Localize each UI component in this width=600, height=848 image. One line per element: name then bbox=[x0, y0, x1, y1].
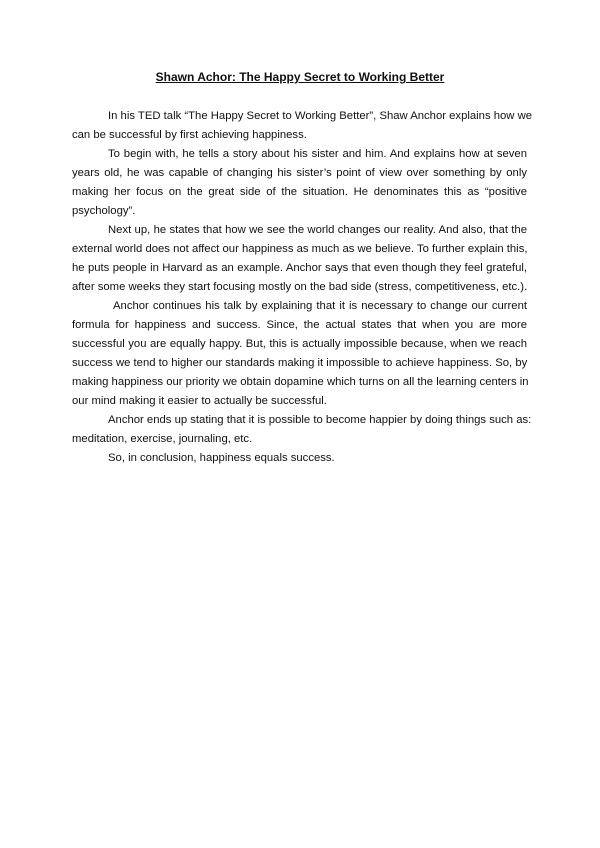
paragraph-line: our mind making it easier to actually be successful. bbox=[72, 395, 327, 407]
paragraph-line: success we tend to higher our standards making it impossible to achieve happiness. So, by bbox=[72, 357, 528, 369]
paragraph-line: successful you are equally happy. But, this is actually impossible because, when we reach bbox=[72, 338, 527, 350]
paragraph bbox=[72, 107, 533, 145]
paragraph bbox=[72, 145, 527, 221]
paragraph-line: Next up, he states that how we see the world changes our reality. And also, that the bbox=[108, 224, 527, 236]
paragraph-line: making her focus on the great side of the situation. He denominates this as “positive bbox=[72, 186, 527, 198]
paragraph-line: formula for happiness and success. Since, the actual states that when you are more bbox=[72, 319, 527, 331]
paragraph-line: psychology”. bbox=[72, 205, 136, 217]
document-title: Shawn Achor: The Happy Secret to Working Better bbox=[155, 70, 445, 84]
paragraph-line: can be successful by first achieving happiness. bbox=[72, 129, 307, 141]
paragraph-line: meditation, exercise, journaling, etc. bbox=[72, 433, 253, 445]
paragraph-line: To begin with, he tells a story about his sister and him. And explains how at seven bbox=[108, 148, 527, 160]
paragraph-line: Anchor ends up stating that it is possible to become happier by doing things such as: bbox=[108, 414, 532, 426]
paragraph-line: external world does not affect our happiness as much as we believe. To further explain this, bbox=[72, 243, 528, 255]
paragraph-line: he puts people in Harvard as an example. Anchor says that even though they feel grateful, bbox=[72, 262, 527, 274]
paragraph-line: Anchor continues his talk by explaining that it is necessary to change our current bbox=[113, 300, 527, 312]
document-title-container bbox=[0, 70, 600, 84]
paragraph-line: In his TED talk “The Happy Secret to Working Better”, Shaw Anchor explains how we bbox=[108, 110, 533, 122]
paragraph-line: after some weeks they start focusing mostly on the bad side (stress, competitiveness, etc.). bbox=[72, 281, 528, 293]
paragraph-line: years old, he was capable of changing his sister’s point of view over something by only bbox=[72, 167, 527, 179]
document-body bbox=[72, 107, 533, 468]
paragraph bbox=[72, 297, 527, 411]
paragraph bbox=[72, 449, 527, 468]
paragraph-line: So, in conclusion, happiness equals success. bbox=[108, 452, 335, 464]
paragraph bbox=[72, 411, 532, 449]
paragraph-line: making happiness our priority we obtain dopamine which turns on all the learning centers in bbox=[72, 376, 529, 388]
paragraph bbox=[72, 221, 527, 297]
